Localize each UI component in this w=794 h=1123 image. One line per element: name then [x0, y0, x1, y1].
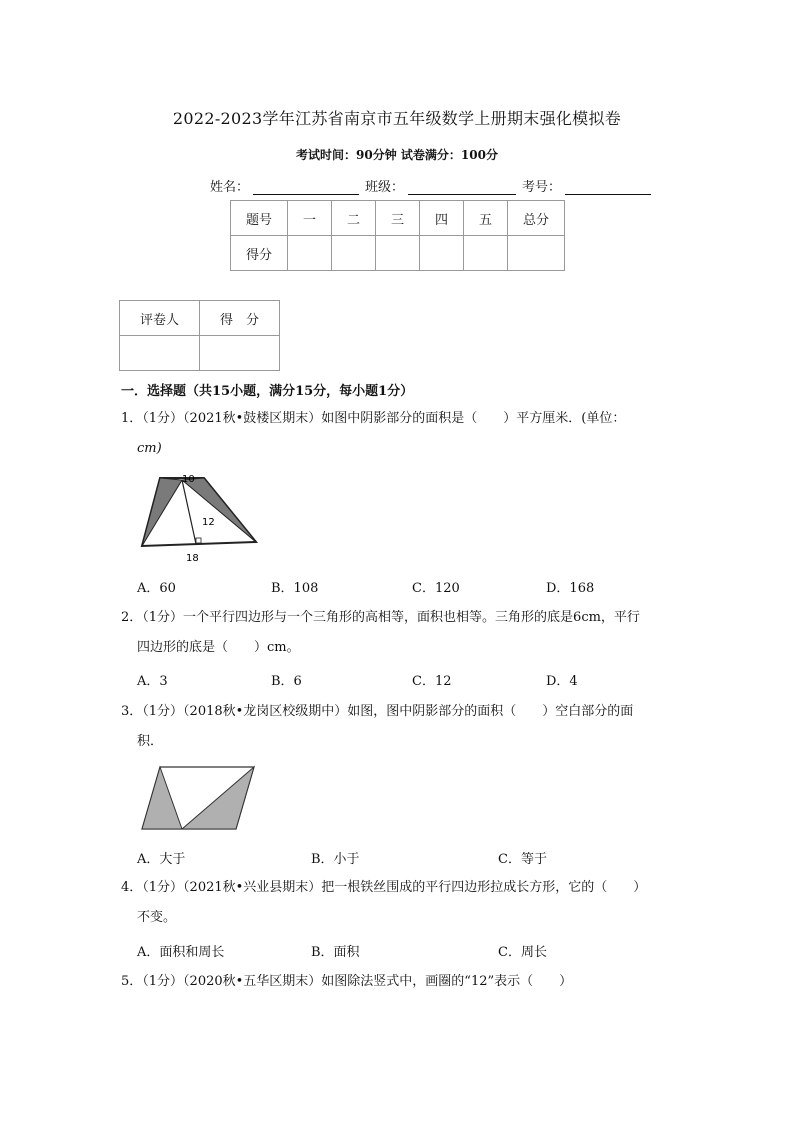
figure-label-base: 18 [186, 553, 199, 564]
score-table-header-cell: 题号 [231, 201, 288, 236]
score-table-header-row [231, 201, 565, 236]
question-2-option-c[interactable]: C．12 [412, 674, 452, 689]
score-table-header-cell: 总分 [508, 201, 565, 236]
question-3-option-b[interactable]: B．小于 [311, 852, 360, 867]
student-info-line [210, 176, 657, 195]
question-1-option-d[interactable]: D．168 [546, 581, 595, 596]
score-cell[interactable] [464, 236, 508, 271]
question-4-text-cont: 不变。 [137, 910, 177, 925]
parallelogram-figure [136, 762, 260, 834]
score-table-header-cell: 一 [288, 201, 332, 236]
question-4-option-b[interactable]: B．面积 [311, 945, 360, 960]
class-field[interactable] [408, 180, 516, 195]
trapezoid-figure [136, 470, 262, 566]
score-cell[interactable] [288, 236, 332, 271]
question-2-option-b[interactable]: B．6 [271, 674, 302, 689]
grader-table-header-row [120, 301, 280, 336]
grader-cell[interactable] [120, 336, 200, 371]
question-4-option-c[interactable]: C．周长 [498, 945, 547, 960]
question-1-option-b[interactable]: B．108 [271, 581, 319, 596]
question-1-text: 1．（1分）（2021秋•鼓楼区期末）如图中阴影部分的面积是（ ）平方厘米．(单位： [121, 411, 626, 426]
score-cell[interactable] [376, 236, 420, 271]
score-table-header-cell: 二 [332, 201, 376, 236]
score-table-header-cell: 三 [376, 201, 420, 236]
score-cell[interactable] [332, 236, 376, 271]
exam-info-subtitle: 考试时间：90分钟 试卷满分：100分 [296, 148, 498, 162]
class-label: 班级： [365, 180, 405, 195]
question-4-text: 4．（1分）（2021秋•兴业县期末）把一根铁丝围成的平行四边形拉成长方形，它的（ ） [121, 880, 647, 895]
score-table-score-row [231, 236, 565, 271]
question-3-text-cont: 积． [137, 734, 164, 749]
question-5-text: 5．（1分）（2020秋•五华区期末）如图除法竖式中，画圈的“12”表示（ ） [121, 974, 573, 989]
figure-label-top: 10 [182, 474, 195, 485]
question-3-option-c[interactable]: C．等于 [498, 852, 547, 867]
name-label: 姓名： [210, 180, 250, 195]
name-field[interactable] [253, 180, 359, 195]
question-3-text: 3．（1分）（2018秋•龙岗区校级期中）如图，图中阴影部分的面积（ ）空白部分的面 [121, 704, 634, 719]
question-2-option-d[interactable]: D．4 [546, 674, 578, 689]
grader-table-entry-row [120, 336, 280, 371]
question-2-text: 2．（1分）一个平行四边形与一个三角形的高相等，面积也相等。三角形的底是6cm，平行 [121, 610, 640, 625]
question-1-option-a[interactable]: A．60 [137, 581, 176, 596]
grader-header-cell: 评卷人 [120, 301, 200, 336]
exam-id-field[interactable] [565, 180, 651, 195]
score-cell[interactable] [420, 236, 464, 271]
score-cell[interactable] [200, 336, 280, 371]
exam-id-label: 考号： [522, 180, 562, 195]
question-2-option-a[interactable]: A．3 [137, 674, 168, 689]
question-2-text-cont: 四边形的底是（ ）cm。 [137, 640, 300, 655]
score-header-cell: 得 分 [200, 301, 280, 336]
question-1-option-c[interactable]: C．120 [412, 581, 460, 596]
page-title: 2022-2023学年江苏省南京市五年级数学上册期末强化模拟卷 [172, 109, 622, 128]
question-4-option-a[interactable]: A．面积和周长 [137, 945, 225, 960]
question-1-text-cont: cm) [137, 441, 162, 456]
section-heading: 一．选择题（共15小题，满分15分，每小题1分） [121, 384, 414, 399]
question-3-option-a[interactable]: A．大于 [137, 852, 186, 867]
score-row-label: 得分 [231, 236, 288, 271]
figure-label-height: 12 [202, 517, 215, 528]
score-table-header-cell: 五 [464, 201, 508, 236]
score-cell[interactable] [508, 236, 565, 271]
score-table [230, 200, 565, 271]
grader-table [119, 300, 280, 371]
score-table-header-cell: 四 [420, 201, 464, 236]
